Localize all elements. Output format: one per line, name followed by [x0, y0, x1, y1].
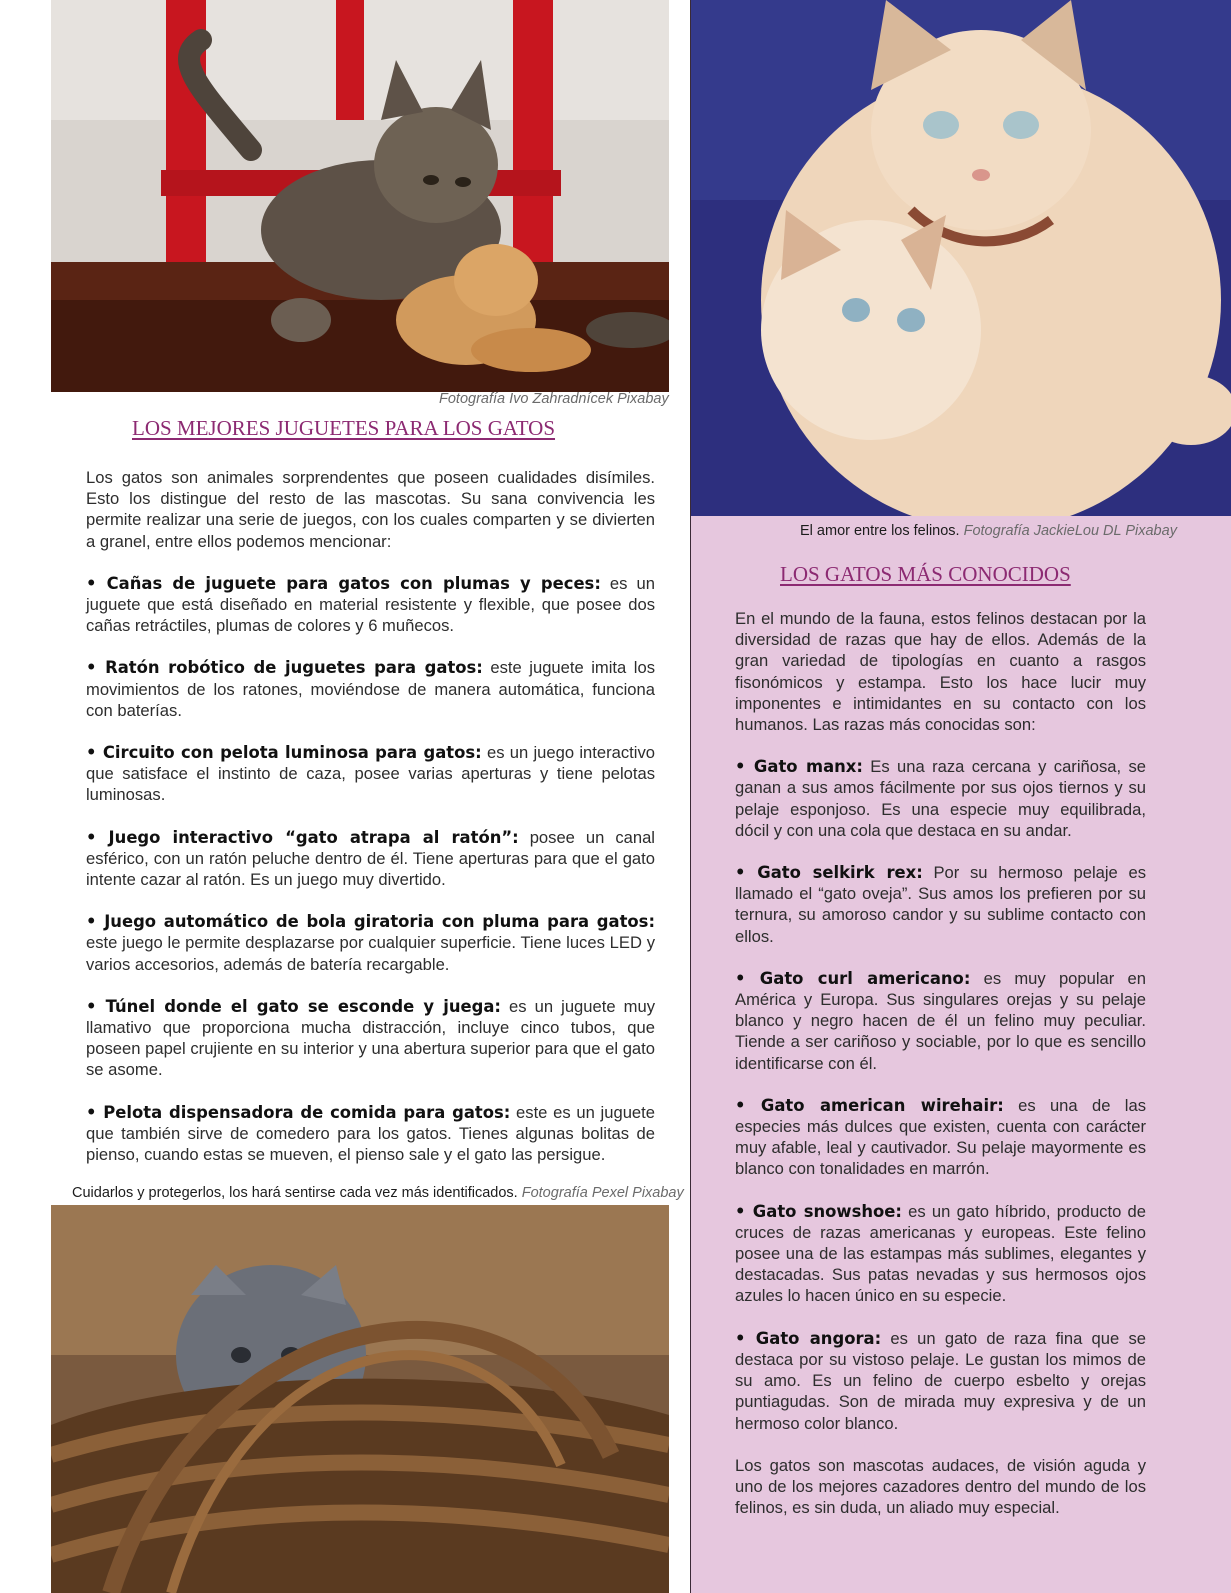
breed-item-name: • Gato manx: — [735, 757, 863, 777]
toy-item-text: este juego le permite desplazarse por cualquier superficie. Tiene luces LED y varios accesorios, además de batería recargable. — [86, 933, 655, 974]
toy-item — [86, 996, 655, 1081]
toy-item-text: este es un juguete que también sirve de comedero para los gatos. Tienes algunas bolitas de pienso, cuando estas se mueven, el pienso sale y el gato las persigue. — [86, 1102, 656, 1165]
breed-item-text: Por su hermoso pelaje es llamado el “gato oveja”. Sus amos los prefieren por su ternura, su amoroso candor y su sublime contacto con ellos. — [735, 863, 1146, 946]
breed-item-text: Es una raza cercana y cariñosa, se ganan a sus amos fácilmente por sus ojos tiernos y su pelaje esponjoso. Es una especie muy equilibrada, dócil y con una cola que destaca en su andar. — [735, 757, 1146, 840]
toy-item — [86, 1102, 655, 1166]
toy-item-text: es un juego interactivo que satisface el instinto de caza, posee varias aperturas y tiene pelotas luminosas. — [86, 743, 656, 805]
toys-intro: Los gatos son animales sorprendentes que poseen cualidades disímiles. Esto los distingue del resto de las mascotas. Su sana convivencia les permite realizar una serie de juegos, con los cuales comparten y se divierten a granel, entre ellos podemos mencionar: — [86, 468, 655, 551]
breed-item-name: • Gato american wirehair: — [735, 1095, 1004, 1115]
breed-item — [735, 1095, 1146, 1180]
toy-item-name: • Túnel donde el gato se esconde y juega: — [86, 996, 501, 1016]
two-cats-photo — [691, 0, 1231, 516]
toy-item-text: es un juguete que está diseñado en material resistente y flexible, que posee dos cañas retráctiles, plumas de colores y 6 muñecos. — [86, 573, 655, 636]
toy-item-text: este juguete imita los movimientos de los ratones, moviéndose de manera automática, funciona con baterías. — [86, 658, 655, 720]
breed-item-name: • Gato selkirk rex: — [735, 863, 923, 883]
photo-credit: Fotografía Ivo Zahradnícek Pixabay — [439, 391, 669, 407]
basket-photo-caption — [72, 1185, 684, 1201]
toy-item-text: posee un canal esférico, con un ratón peluche dentro de él. Tiene aperturas para que el gato intente cazar al ratón. Es un juego muy divertido. — [86, 827, 655, 890]
toy-item-name: • Circuito con pelota luminosa para gatos: — [86, 743, 482, 763]
toy-item-name: • Juego interactivo “gato atrapa al ratón”: — [86, 827, 519, 847]
caption-text: Cuidarlos y protegerlos, los hará sentirse cada vez más identificados. — [72, 1185, 518, 1201]
top-photo-credit — [439, 391, 669, 407]
toy-item — [86, 573, 655, 637]
breed-item — [735, 1328, 1146, 1434]
right-section-title: LOS GATOS MÁS CONOCIDOS — [780, 562, 1071, 586]
toy-item-name: • Pelota dispensadora de comida para gatos: — [86, 1102, 511, 1122]
breed-item-name: • Gato snowshoe: — [735, 1201, 902, 1221]
breed-item-text: es una de las especies más dulces que existen, cuenta con carácter muy afable, leal y cautivador. Su pelaje mayormente es blanco con tonalidades en marrón. — [735, 1095, 1146, 1179]
toys-article — [86, 467, 655, 1186]
toy-item — [86, 827, 655, 891]
photo-credit: Fotografía Pexel Pixabay — [521, 1185, 684, 1201]
photo-credit: Fotografía JackieLou DL Pixabay — [963, 523, 1177, 539]
kitten-with-toy-photo — [51, 0, 669, 392]
toy-item — [86, 742, 655, 806]
breeds-closing: Los gatos son mascotas audaces, de visión aguda y uno de los mejores cazadores dentro del mundo de los felinos, es sin duda, un aliado muy especial. — [735, 1455, 1146, 1518]
left-section-title: LOS MEJORES JUGUETES PARA LOS GATOS — [132, 416, 556, 440]
breeds-intro: En el mundo de la fauna, estos felinos destacan por la diversidad de razas que hay de ellos. Además de la gran variedad de tipologías en cuanto a rasgos fisonómicos y estampa. Esto los hace lucir muy imponentes e intimidantes en su contacto con los humanos. Las razas más conocidas son: — [735, 609, 1146, 735]
breed-item-name: • Gato curl americano: — [735, 968, 971, 988]
two-cats-photo-caption — [800, 523, 1177, 539]
breed-item — [735, 1201, 1146, 1307]
breeds-article — [735, 608, 1146, 1539]
toy-item — [86, 911, 655, 975]
toy-item-name: • Juego automático de bola giratoria con pluma para gatos: — [86, 912, 655, 932]
caption-text: El amor entre los felinos. — [800, 523, 960, 539]
breed-item — [735, 862, 1146, 947]
toy-item-text: es un juguete muy llamativo que proporciona mucha distracción, incluye cinco tubos, que poseen papel crujiente en su interior y una abertura superior para que el gato se asome. — [86, 996, 655, 1080]
toy-item — [86, 657, 655, 721]
breed-item — [735, 756, 1146, 841]
breed-item-text: es muy popular en América y Europa. Sus singulares orejas y su pelaje blanco y negro hacen de él un felino muy peculiar. Tiende a ser cariñoso y sociable, por lo que es sencillo identificarse con él. — [735, 968, 1146, 1073]
toy-item-name: • Ratón robótico de juguetes para gatos: — [86, 658, 483, 678]
breed-item-name: • Gato angora: — [735, 1328, 882, 1348]
kitten-in-basket-photo — [51, 1205, 669, 1593]
column-divider — [690, 0, 691, 1593]
breed-item-text: es un gato híbrido, producto de cruces de razas americanas y europeas. Este felino posee una de las estampas más sublimes, elegantes y destacadas. Sus patas nevadas y sus hermosos ojos azules lo hacen único en su especie. — [735, 1201, 1146, 1306]
toy-item-name: • Cañas de juguete para gatos con plumas y peces: — [86, 573, 601, 593]
breed-item — [735, 968, 1146, 1074]
breed-item-text: es un gato de raza fina que se destaca por su vistoso pelaje. Le gustan los mimos de su amo. Es un felino de cuerpo esbelto y orejas puntiagudas. Son de mirada muy expresiva y de un hermoso color blanco. — [735, 1328, 1146, 1433]
